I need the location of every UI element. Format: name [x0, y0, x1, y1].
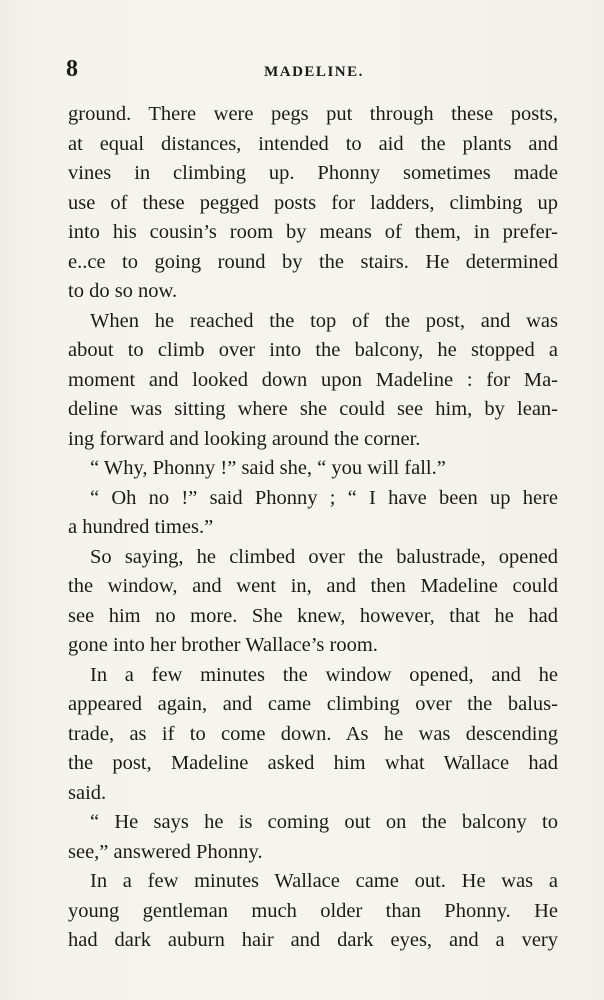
- text-line: see him no more. She knew, however, that he had: [68, 604, 558, 627]
- running-head: [66, 56, 562, 86]
- text-line: gone into her brother Wallace’s room.: [68, 634, 378, 656]
- text-line: In a few minutes the window opened, and he: [90, 663, 558, 686]
- page-number: 8: [66, 56, 78, 82]
- text-line: moment and looked down upon Madeline : for Ma-: [68, 368, 558, 391]
- text-line: “ Oh no !” said Phonny ; “ I have been up here: [90, 486, 558, 509]
- text-line: to do so now.: [68, 280, 178, 302]
- text-line: about to climb over into the balcony, he stopped a: [68, 339, 558, 361]
- text-line: into his cousin’s room by means of them, in prefer-: [68, 221, 558, 243]
- text-line: use of these pegged posts for ladders, climbing up: [68, 191, 558, 214]
- text-line: “ He says he is coming out on the balcony to: [90, 811, 558, 833]
- text-line: e..ce to going round by the stairs. He determined: [68, 250, 558, 273]
- text-line: ground. There were pegs put through these posts,: [68, 103, 558, 125]
- text-line: young gentleman much older than Phonny. He: [68, 899, 558, 922]
- text-line: vines in climbing up. Phonny sometimes made: [68, 162, 558, 184]
- text-line: deline was sitting where she could see him, by lean-: [68, 398, 558, 420]
- text-line: When he reached the top of the post, and was: [90, 309, 558, 332]
- text-line: the window, and went in, and then Madeline could: [68, 575, 558, 597]
- text-line: at equal distances, intended to aid the plants and: [68, 132, 558, 155]
- text-line: “ Why, Phonny !” said she, “ you will fall.”: [90, 457, 446, 479]
- text-line: see,” answered Phonny.: [68, 840, 263, 863]
- text-line: said.: [68, 781, 107, 804]
- text-line: a hundred times.”: [68, 516, 214, 538]
- body-text: [68, 100, 558, 956]
- text-line: In a few minutes Wallace came out. He was a: [90, 870, 558, 892]
- text-line: appeared again, and came climbing over the balus-: [68, 693, 558, 715]
- text-line: had dark auburn hair and dark eyes, and a very: [68, 929, 558, 951]
- running-title: MADELINE.: [264, 64, 364, 80]
- text-line: So saying, he climbed over the balustrade, opened: [90, 545, 558, 568]
- text-line: trade, as if to come down. As he was descending: [68, 722, 558, 745]
- text-line: the post, Madeline asked him what Wallace had: [68, 752, 558, 774]
- text-line: ing forward and looking around the corner.: [68, 427, 421, 450]
